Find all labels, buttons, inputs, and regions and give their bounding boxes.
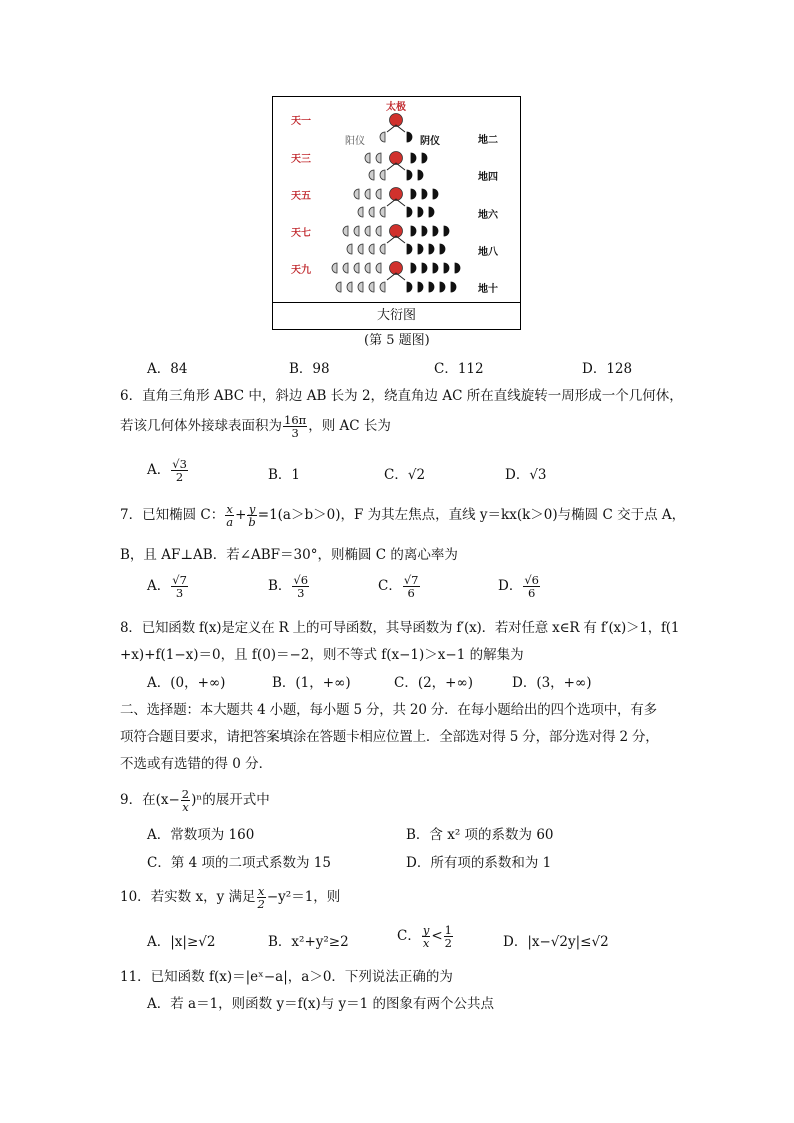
q7-opt-b-frac [292, 574, 309, 599]
q7-plus: + [235, 507, 247, 524]
q9-frac-den: x [182, 800, 189, 815]
yin-mark-r4-2 [422, 189, 427, 199]
yang-mark-r8-1 [376, 263, 381, 273]
q8-option-b: B．(1，+∞) [272, 675, 351, 691]
q9-option-c: C．第 4 项的二项式系数为 15 [147, 855, 331, 871]
yin-mark-r7-2 [418, 244, 423, 254]
yang-mark-r2-2 [365, 153, 370, 163]
q9-frac-num: 2 [181, 787, 190, 801]
q7-stem-line1 [120, 503, 685, 528]
yin-mark-r2-2 [422, 153, 427, 163]
q6-opt-d-value: √3 [529, 467, 547, 483]
yang-mark-r7-4 [347, 244, 352, 254]
q7-opt-a-den: 3 [175, 586, 184, 601]
yang-mark-r9-5 [336, 282, 341, 292]
yin-mark-r7-1 [407, 244, 412, 254]
yin-mark-r9-4 [440, 282, 445, 292]
yin-mark-r4-1 [411, 189, 416, 199]
yang-mark-r9-1 [380, 282, 385, 292]
q8-option-c: C．(2，+∞) [394, 675, 474, 691]
yin-mark-r3-2 [418, 170, 423, 180]
q10-opt-c-lt: < [431, 928, 443, 945]
yang-mark-r9-3 [358, 282, 363, 292]
di-label-10: 地十 [478, 284, 498, 295]
q10-opt-c-label: C． [397, 928, 421, 945]
yin-mark-r5-3 [429, 207, 434, 217]
yang-mark-r8-4 [343, 263, 348, 273]
q9-option-a: A．常数项为 160 [147, 827, 255, 843]
q7-post: =1(a＞b＞0)，F 为其左焦点，直线 y＝kx(k＞0)与椭圆 C 交于点 A， [257, 507, 686, 524]
q6-opt-c-label: C． [384, 467, 408, 483]
q9-fraction [181, 788, 190, 813]
q7-opt-a-label: A． [147, 578, 171, 595]
q10-opt-c-f2-den: 2 [444, 936, 452, 951]
q6-stem-part-a: 若该几何体外接球表面积为 [120, 418, 282, 435]
q6-opt-c-value: √2 [407, 467, 426, 483]
q10-opt-c-frac-2 [444, 924, 453, 949]
q5-option-d: D．128 [582, 361, 633, 377]
q9-post: )ⁿ的展开式中 [191, 792, 270, 809]
yang-mark-r7-2 [369, 244, 374, 254]
q6-frac-num: 16π [284, 413, 307, 427]
q7-opt-a-num: √7 [172, 573, 187, 587]
yin-mark-r4-3 [433, 189, 438, 199]
yang-mark-r5-1 [380, 207, 385, 217]
yang-mark-r6-4 [343, 226, 348, 236]
q7-opt-d-den: 6 [527, 586, 536, 601]
q6-opt-a-label: A． [147, 462, 171, 479]
yang-mark-r6-1 [376, 226, 381, 236]
yang-mark-r1-1 [380, 132, 385, 142]
q9-option-b: B．含 x² 项的系数为 60 [406, 827, 554, 843]
q5-option-b: B．98 [289, 361, 330, 377]
q10-opt-c-f1-den: x [422, 936, 430, 951]
q7-f2-num: y [248, 502, 256, 516]
tian-label-5: 天五 [291, 191, 311, 202]
taiji-label: 太极 [386, 102, 406, 113]
q9-stem [120, 788, 270, 813]
yin-mark-r2-1 [411, 153, 416, 163]
q6-stem-line2 [120, 414, 391, 439]
q7-option-a [147, 574, 189, 599]
yin-mark-r6-1 [411, 226, 416, 236]
q11-stem: 11．已知函数 f(x)＝|eˣ−a|，a＞0．下列说法正确的为 [120, 969, 453, 985]
q6-option-a [147, 458, 189, 483]
q6-option-b: B．1 [268, 467, 301, 483]
q5-option-a: A．84 [147, 361, 188, 377]
q7-opt-c-num: √7 [403, 573, 419, 587]
yin-mark-r6-2 [422, 226, 427, 236]
yin-mark-r7-4 [440, 244, 445, 254]
yin-mark-r8-4 [444, 263, 449, 273]
q10-stem [120, 885, 340, 910]
q10-pre: 10．若实数 x，y 满足 [120, 889, 256, 906]
q10-frac-num: x [257, 884, 265, 898]
q7-frac-2 [247, 503, 256, 528]
yang-mark-r5-3 [358, 207, 363, 217]
q7-opt-d-num: √6 [524, 573, 539, 587]
figure-caption: (第 5 题图) [364, 333, 430, 348]
q10-post: −y²＝1，则 [266, 889, 341, 906]
yang-mark-r2-1 [376, 153, 381, 163]
q7-f2-den: b [248, 515, 256, 530]
q7-f1-num: x [226, 502, 233, 516]
section2-line1: 二、选择题：本大题共 4 小题，每小题 5 分，共 20 分．在每小题给出的四个选项中，有多 [120, 702, 657, 718]
q6-fraction [283, 414, 307, 439]
q6-opt-d-label: D． [505, 467, 530, 483]
di-label-8: 地八 [478, 247, 498, 258]
q10-opt-c-frac-1 [422, 924, 431, 949]
yin-mark-r8-2 [422, 263, 427, 273]
q7-opt-b-label: B． [268, 578, 292, 595]
yin-mark-r9-1 [407, 282, 412, 292]
q7-f1-den: a [226, 515, 234, 530]
q8-option-d: D．(3，+∞) [512, 675, 592, 691]
yang-mark-r3-2 [369, 170, 374, 180]
yang-mark-r8-2 [365, 263, 370, 273]
yang-mark-r8-5 [332, 263, 337, 273]
yin-mark-r3-1 [407, 170, 412, 180]
yang-mark-r4-1 [376, 189, 381, 199]
q11-option-a: A．若 a＝1，则函数 y＝f(x)与 y＝1 的图象有两个公共点 [147, 996, 495, 1012]
yin-mark-r5-1 [407, 207, 412, 217]
yin-mark-r1-1 [407, 132, 412, 142]
di-label-6: 地六 [478, 210, 498, 221]
q8-stem-line2: +x)+f(1−x)＝0，且 f(0)＝−2，则不等式 f(x−1)＞x−1 的解集为 [120, 647, 524, 663]
q7-opt-c-label: C． [378, 578, 402, 595]
tian-label-1: 天一 [291, 116, 311, 127]
q9-pre: 9．在(x− [120, 792, 180, 809]
q7-opt-c-den: 6 [407, 586, 415, 601]
yin-mark-r6-3 [433, 226, 438, 236]
q10-fraction [257, 885, 266, 910]
q6-opt-a-den: 2 [175, 470, 184, 485]
q7-option-d [498, 574, 541, 599]
yang-mark-r5-2 [369, 207, 374, 217]
q6-stem-line1: 6．直角三角形 ABC 中，斜边 AB 长为 2，绕直角边 AC 所在直线旋转一周形成一个几何休， [120, 388, 683, 404]
section2-line2: 项符合题目要求，请把答案填涂在答题卡相应位置上．全部选对得 5 分，部分选对得 2 分， [120, 729, 659, 745]
yang-mark-r9-2 [369, 282, 374, 292]
tian-label-3: 天三 [291, 154, 311, 165]
yang-mark-r4-2 [365, 189, 370, 199]
q9-option-d: D．所有项的系数和为 1 [406, 855, 552, 871]
q10-option-a: A．|x|≥√2 [147, 934, 216, 950]
q7-option-b [268, 574, 310, 599]
yang-mark-r8-3 [354, 263, 359, 273]
q6-option-d [505, 467, 547, 483]
q6-opt-a-num: √3 [172, 457, 187, 471]
yang-mark-r4-3 [354, 189, 359, 199]
di-label-4: 地四 [478, 172, 498, 183]
q5-option-c: C．112 [434, 361, 484, 377]
q6-frac-den: 3 [291, 426, 299, 441]
yin-mark-r9-2 [418, 282, 423, 292]
q10-opt-c-f1-num: y [422, 923, 430, 937]
yin-mark-r7-3 [429, 244, 434, 254]
q10-option-d: D．|x−√2y|≤√2 [503, 934, 609, 950]
q7-opt-d-label: D． [498, 578, 523, 595]
yang-mark-r3-1 [380, 170, 385, 180]
q8-option-a: A．(0，+∞) [147, 675, 226, 691]
q10-frac-den: 2 [257, 897, 265, 912]
q7-pre: 7．已知椭圆 C： [120, 507, 225, 524]
q6-option-c [384, 467, 425, 483]
q6-opt-a-frac [171, 458, 188, 483]
q10-opt-c-f2-num: 1 [444, 923, 452, 937]
yin-mark-r8-5 [455, 263, 460, 273]
q10-option-b: B．x²+y²≥2 [268, 934, 349, 950]
yangyi-label: 阳仪 [345, 136, 365, 147]
yang-mark-r6-2 [365, 226, 370, 236]
yinyi-label: 阴仪 [420, 136, 440, 147]
yin-mark-r9-3 [429, 282, 434, 292]
yin-mark-r5-2 [418, 207, 423, 217]
q6-stem-part-b: ，则 AC 长为 [308, 418, 391, 435]
q7-opt-b-num: √6 [293, 573, 309, 587]
tian-label-7: 天七 [291, 228, 311, 239]
yin-mark-r8-3 [433, 263, 438, 273]
yang-mark-r9-4 [347, 282, 352, 292]
q7-opt-b-den: 3 [297, 586, 305, 601]
q7-opt-a-frac [171, 574, 188, 599]
tian-label-9: 天九 [291, 265, 311, 276]
q7-frac-1 [225, 503, 234, 528]
q7-option-c [378, 574, 421, 599]
q8-stem-line1: 8．已知函数 f(x)是定义在 R 上的可导函数，其导函数为 f′(x)．若对任意 x∈R 有 f′(x)＞1，f(1 [120, 620, 680, 636]
yin-mark-r6-4 [444, 226, 449, 236]
yin-mark-r8-1 [411, 263, 416, 273]
dayan-figure [272, 96, 521, 330]
di-label-2: 地二 [478, 135, 498, 146]
figure-title: 大衍图 [273, 302, 520, 329]
q7-opt-d-frac [523, 574, 540, 599]
yang-mark-r6-3 [354, 226, 359, 236]
q7-opt-c-frac [403, 574, 420, 599]
q7-stem-line2: B，且 AF⊥AB．若∠ABF＝30°，则椭圆 C 的离心率为 [120, 547, 458, 563]
yin-mark-r9-5 [451, 282, 456, 292]
section2-line3: 不选或有选错的得 0 分． [120, 756, 273, 772]
yang-mark-r7-1 [380, 244, 385, 254]
yang-mark-r7-3 [358, 244, 363, 254]
q10-option-c [397, 924, 454, 949]
